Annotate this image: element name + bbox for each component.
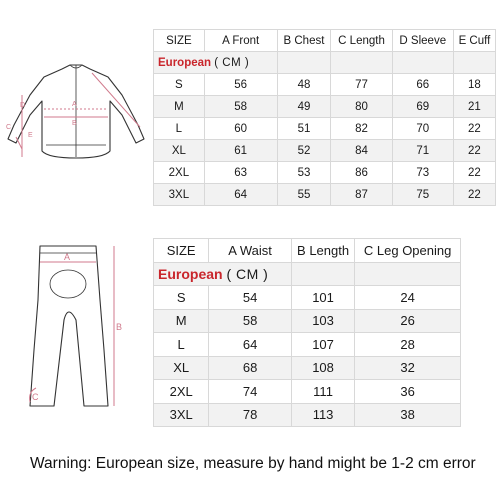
value-cell: 58 <box>209 309 292 333</box>
measure-line-e <box>16 137 22 149</box>
value-cell: 107 <box>291 333 354 357</box>
table-row <box>154 184 496 206</box>
jersey-header-e-cuff: E Cuff <box>453 30 495 52</box>
value-cell: 77 <box>331 74 392 96</box>
jersey-header-size: SIZE <box>154 30 205 52</box>
value-cell: 101 <box>291 286 354 310</box>
jersey-header-a-front: A Front <box>204 30 277 52</box>
value-cell: 52 <box>277 140 331 162</box>
table-row <box>154 380 461 404</box>
jersey-diagram <box>0 55 150 180</box>
label-leg-opening: C <box>32 392 39 402</box>
value-cell: 73 <box>392 162 453 184</box>
pants-unit-label: ( CM ) <box>226 265 269 282</box>
size-cell: L <box>154 118 205 140</box>
pants-header-row <box>154 239 461 263</box>
value-cell: 28 <box>355 333 461 357</box>
jersey-header-b-chest: B Chest <box>277 30 331 52</box>
value-cell: 36 <box>355 380 461 404</box>
value-cell: 22 <box>453 162 495 184</box>
pants-header-b-length: B Length <box>291 239 354 263</box>
value-cell: 38 <box>355 403 461 427</box>
value-cell: 64 <box>209 333 292 357</box>
jersey-empty-cell <box>453 52 495 74</box>
pants-chamois <box>50 270 86 298</box>
pants-diagram <box>18 240 128 420</box>
value-cell: 87 <box>331 184 392 206</box>
value-cell: 80 <box>331 96 392 118</box>
label-e: E <box>28 132 33 139</box>
size-cell: S <box>154 74 205 96</box>
size-cell: XL <box>154 140 205 162</box>
value-cell: 18 <box>453 74 495 96</box>
pants-empty-cell <box>291 262 354 286</box>
jersey-header-d-sleeve: D Sleeve <box>392 30 453 52</box>
value-cell: 53 <box>277 162 331 184</box>
value-cell: 103 <box>291 309 354 333</box>
table-row <box>154 162 496 184</box>
value-cell: 68 <box>209 356 292 380</box>
value-cell: 86 <box>331 162 392 184</box>
pants-region-row <box>154 262 461 286</box>
value-cell: 22 <box>453 118 495 140</box>
measure-line-d <box>92 73 140 127</box>
value-cell: 21 <box>453 96 495 118</box>
value-cell: 63 <box>204 162 277 184</box>
value-cell: 69 <box>392 96 453 118</box>
size-cell: M <box>154 96 205 118</box>
value-cell: 22 <box>453 140 495 162</box>
value-cell: 84 <box>331 140 392 162</box>
label-length: B <box>116 322 123 332</box>
value-cell: 82 <box>331 118 392 140</box>
value-cell: 113 <box>291 403 354 427</box>
size-cell: 2XL <box>154 162 205 184</box>
label-c: C <box>6 124 12 131</box>
pants-size-table <box>153 238 461 427</box>
table-row <box>154 286 461 310</box>
label-a: A <box>72 101 77 108</box>
table-row <box>154 96 496 118</box>
jersey-empty-cell <box>331 52 392 74</box>
table-row <box>154 356 461 380</box>
value-cell: 55 <box>277 184 331 206</box>
value-cell: 32 <box>355 356 461 380</box>
value-cell: 49 <box>277 96 331 118</box>
value-cell: 26 <box>355 309 461 333</box>
warning-text: Warning: European size, measure by hand might be 1-2 cm error <box>30 455 476 472</box>
size-cell: 3XL <box>154 184 205 206</box>
value-cell: 64 <box>204 184 277 206</box>
table-row <box>154 118 496 140</box>
jersey-header-row <box>154 30 496 52</box>
value-cell: 66 <box>392 74 453 96</box>
size-cell: S <box>154 286 209 310</box>
jersey-region-cell <box>154 52 278 74</box>
value-cell: 58 <box>204 96 277 118</box>
value-cell: 54 <box>209 286 292 310</box>
pants-header-size: SIZE <box>154 239 209 263</box>
jersey-empty-cell <box>392 52 453 74</box>
value-cell: 61 <box>204 140 277 162</box>
jersey-empty-cell <box>277 52 331 74</box>
pants-header-a-waist: A Waist <box>209 239 292 263</box>
value-cell: 71 <box>392 140 453 162</box>
size-cell: M <box>154 309 209 333</box>
pants-header-c-leg-opening: C Leg Opening <box>355 239 461 263</box>
pants-region-label: European <box>158 265 223 282</box>
value-cell: 24 <box>355 286 461 310</box>
value-cell: 111 <box>291 380 354 404</box>
value-cell: 74 <box>209 380 292 404</box>
pants-region-cell <box>154 262 292 286</box>
value-cell: 51 <box>277 118 331 140</box>
label-b: B <box>72 120 77 127</box>
table-row <box>154 403 461 427</box>
value-cell: 70 <box>392 118 453 140</box>
value-cell: 60 <box>204 118 277 140</box>
value-cell: 108 <box>291 356 354 380</box>
value-cell: 75 <box>392 184 453 206</box>
jersey-size-table <box>153 29 496 206</box>
table-row <box>154 333 461 357</box>
size-cell: 2XL <box>154 380 209 404</box>
value-cell: 48 <box>277 74 331 96</box>
value-cell: 78 <box>209 403 292 427</box>
table-row <box>154 309 461 333</box>
value-cell: 56 <box>204 74 277 96</box>
size-cell: XL <box>154 356 209 380</box>
value-cell: 22 <box>453 184 495 206</box>
table-row <box>154 140 496 162</box>
jersey-header-c-length: C Length <box>331 30 392 52</box>
label-waist: A <box>64 252 71 262</box>
size-cell: L <box>154 333 209 357</box>
jersey-region-label: European <box>158 56 212 69</box>
table-row <box>154 74 496 96</box>
size-cell: 3XL <box>154 403 209 427</box>
pants-empty-cell <box>355 262 461 286</box>
jersey-unit-label: ( CM ) <box>214 56 250 69</box>
label-d: D <box>20 102 26 109</box>
jersey-region-row <box>154 52 496 74</box>
